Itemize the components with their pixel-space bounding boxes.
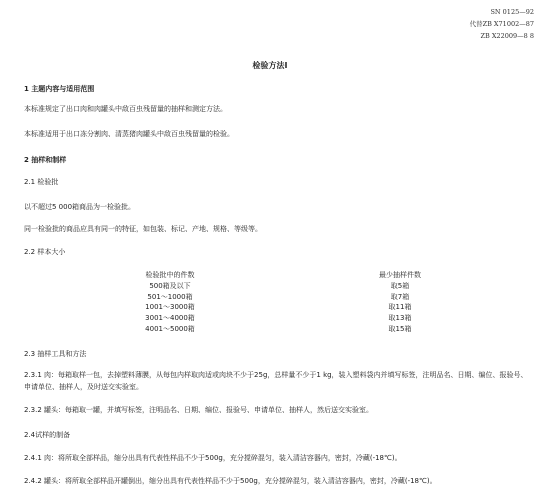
table-cell: 取11箱 [388, 303, 412, 312]
table-cell: 1001～3000箱 [145, 303, 195, 312]
replaces-line-2: ZB X22009—8 8 [480, 32, 534, 40]
section-1-paragraph-2: 本标准适用于出口冻分割肉、清蒸猪肉罐头中敌百虫残留量的检验。 [24, 130, 234, 138]
table-cell: 取7箱 [390, 292, 410, 301]
section-2-3-heading: 2.3 抽样工具和方法 [24, 350, 87, 358]
document-title: 检验方法I [252, 61, 288, 70]
table-cell: 501～1000箱 [147, 292, 193, 301]
document-header [470, 6, 534, 42]
table-header: 检验批中的件数 [145, 271, 195, 279]
table-cell: 取15箱 [388, 324, 412, 333]
table-cell: 4001～5000箱 [145, 324, 195, 333]
section-2-1-paragraph-2: 同一检验批的商品应具有同一的特征，如包装、标记、产地、规格、等级等。 [24, 225, 262, 233]
table-cell: 取5箱 [390, 281, 410, 290]
section-2-4-1-paragraph: 2.4.1 肉：将所取全部样品，缩分出具有代表性样品不少于500g，充分搅碎混匀，装入清洁容器内，密封，冷藏(-18℃)。 [24, 454, 402, 462]
section-1-paragraph-1: 本标准规定了出口肉和肉罐头中敌百虫残留量的抽样和测定方法。 [24, 105, 227, 113]
section-2-heading: 2 抽样和制样 [24, 156, 67, 164]
table-cell: 3001～4000箱 [145, 314, 195, 323]
section-2-3-2-paragraph: 2.3.2 罐头：每箱取一罐，并填写标签，注明品名、日期、编位、报验号、申请单位、抽样人，然后送交实验室。 [24, 406, 374, 414]
section-2-1-heading: 2.1 检验批 [24, 178, 59, 186]
section-2-1-paragraph-1: 以不超过5 000箱商品为一检验批。 [24, 203, 136, 211]
section-1-heading: 1 主题内容与适用范围 [24, 85, 95, 93]
section-2-3-1-paragraph: 2.3.1 肉：每箱取样一包，去掉塑料薄膜，从每包内样取肉适或肉块不少于25g，总样量不少于1 kg，装入塑料袋内并填写标签，注明品名、日期、编位、报验号、申请单位、抽样人，及时送交实验室。 [24, 371, 528, 391]
replaces-line-1: 代替ZB X71002—87 [469, 20, 534, 28]
table-cell: 500箱及以下 [149, 281, 191, 290]
section-2-4-heading: 2.4试样的制备 [24, 431, 71, 439]
section-2-2-heading: 2.2 样本大小 [24, 248, 66, 256]
table-column-min-samples [340, 270, 460, 335]
table-cell: 取13箱 [388, 314, 412, 323]
table-column-lot-size [110, 270, 230, 335]
standard-number: SN 0125—92 [490, 8, 534, 16]
section-2-4-2-paragraph: 2.4.2 罐头：将所取全部样品开罐倒出，缩分出具有代表性样品不少于500g，充分搅碎混匀，装入清洁容器内，密封，冷藏(-18℃)。 [24, 477, 437, 485]
table-header: 最少抽样件数 [379, 271, 421, 279]
